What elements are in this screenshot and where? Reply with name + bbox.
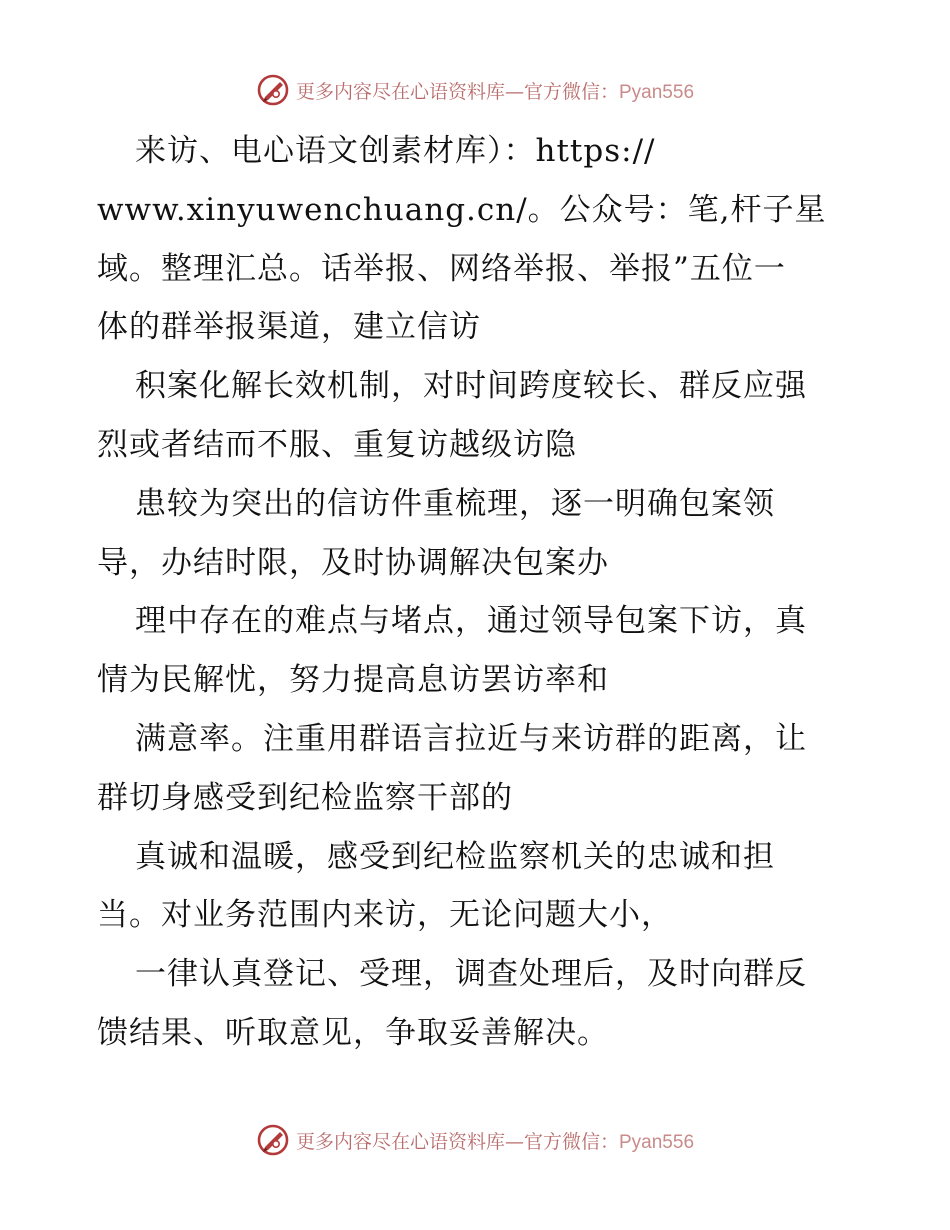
footer-wechat-id: Pyan556 (619, 1131, 695, 1153)
body-text-line: 来访、电心语文创素材库）：https:// (135, 133, 656, 169)
body-text-line: 理中存在的难点与堵点，通过领导包案下访，真 (135, 603, 807, 640)
footer-banner-inner (256, 1123, 694, 1157)
footer-banner-text (296, 1127, 694, 1154)
pen-logo-icon (256, 73, 290, 107)
body-text-line: 患较为突出的信访件重梳理，逐一明确包案领 (135, 485, 775, 522)
body-text-line: 烈或者结而不服、重复访越级访隐 (97, 426, 577, 463)
body-text-line: 群切身感受到纪检监察干部的 (97, 779, 513, 816)
footer-banner (0, 1120, 950, 1160)
header-banner-label: 更多内容尽在心语资料库—官方微信： (295, 80, 619, 103)
body-text-line: 情为民解忧，努力提高息访罢访率和 (97, 662, 609, 699)
pen-logo-icon (256, 1123, 290, 1157)
body-text-line: 域。整理汇总。话举报、网络举报、举报”五位一 (97, 250, 786, 287)
body-text-line: 积案化解长效机制，对时间跨度较长、群反应强 (135, 368, 807, 405)
body-text-line: 满意率。注重用群语言拉近与来访群的距离，让 (135, 720, 807, 757)
document-body (97, 122, 857, 1063)
header-banner-inner (256, 73, 694, 107)
header-banner-text (296, 77, 694, 104)
header-banner (0, 70, 950, 110)
body-text-line: 一律认真登记、受理，调查处理后，及时向群反 (135, 956, 807, 993)
footer-banner-label: 更多内容尽在心语资料库—官方微信： (295, 1130, 619, 1153)
body-text-line: 真诚和温暖，感受到纪检监察机关的忠诚和担 (135, 838, 775, 875)
header-wechat-id: Pyan556 (619, 81, 695, 103)
body-text-line: www.xinyuwenchuang.cn/。公众号：笔,杆子星 (97, 191, 827, 228)
body-text-line: 导，办结时限，及时协调解决包案办 (97, 544, 609, 581)
body-text-line: 体的群举报渠道，建立信访 (97, 309, 481, 346)
body-text-line: 馈结果、听取意见，争取妥善解决。 (97, 1014, 609, 1051)
body-text-line: 当。对业务范围内来访，无论问题大小， (97, 897, 673, 934)
